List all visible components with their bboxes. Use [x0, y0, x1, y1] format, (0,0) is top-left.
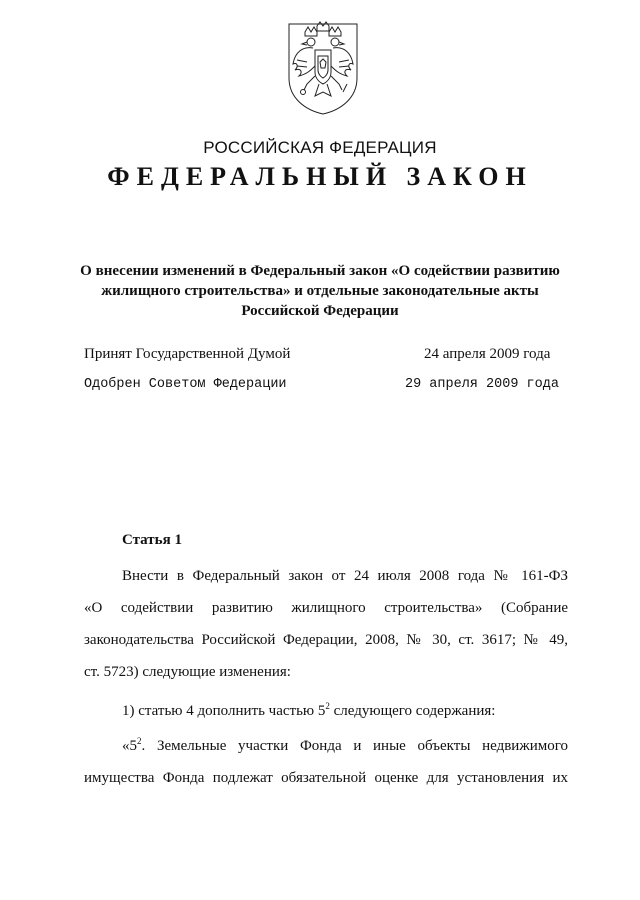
paragraph-line: законодательства Российской Федерации, 2008, № 30, ст. 3617; № 49, — [84, 632, 568, 648]
amendment-item-1 — [84, 695, 568, 727]
paragraph-line — [84, 730, 568, 762]
quote-open: «5 — [122, 738, 137, 754]
article-heading: Статья 1 — [122, 532, 182, 548]
law-title-line: жилищного строительства» и отдельные законодательные акты — [101, 283, 539, 299]
paragraph-line: имущества Фонда подлежат обязательной оценке для установления их — [84, 770, 568, 786]
superscript: 2 — [137, 736, 142, 746]
item-text: 1) статью 4 дополнить частью 5 — [122, 703, 326, 719]
adopted-by-duma-date: 24 апреля 2009 года — [424, 346, 551, 362]
paragraph-line: «О содействии развитию жилищного строительства» (Собрание — [84, 600, 568, 616]
item-text: следующего содержания: — [329, 703, 496, 719]
country-name: РОССИЙСКАЯ ФЕДЕРАЦИЯ — [203, 138, 437, 157]
law-type-heading: ФЕДЕРАЛЬНЫЙ ЗАКОН — [107, 162, 533, 191]
law-title-line: О внесении изменений в Федеральный закон «О содействии развитию — [80, 263, 560, 279]
coat-of-arms-emblem — [283, 20, 363, 116]
paragraph-line: ст. 5723) следующие изменения: — [84, 664, 291, 680]
paragraph-line — [84, 695, 568, 727]
law-title — [60, 261, 580, 321]
quoted-amendment-text — [84, 730, 568, 794]
law-title-line: Российской Федерации — [241, 303, 399, 319]
quote-text: . Земельные участки Фонда и иные объекты недвижимого — [141, 738, 568, 754]
approved-by-council-label: Одобрен Советом Федерации — [84, 377, 287, 392]
paragraph-line: Внести в Федеральный закон от 24 июля 2008 года № 161-ФЗ — [122, 568, 568, 584]
adopted-by-duma-label: Принят Государственной Думой — [84, 346, 291, 362]
superscript: 2 — [325, 701, 330, 711]
approved-by-council-date: 29 апреля 2009 года — [405, 377, 559, 392]
article-intro-paragraph — [84, 560, 568, 688]
